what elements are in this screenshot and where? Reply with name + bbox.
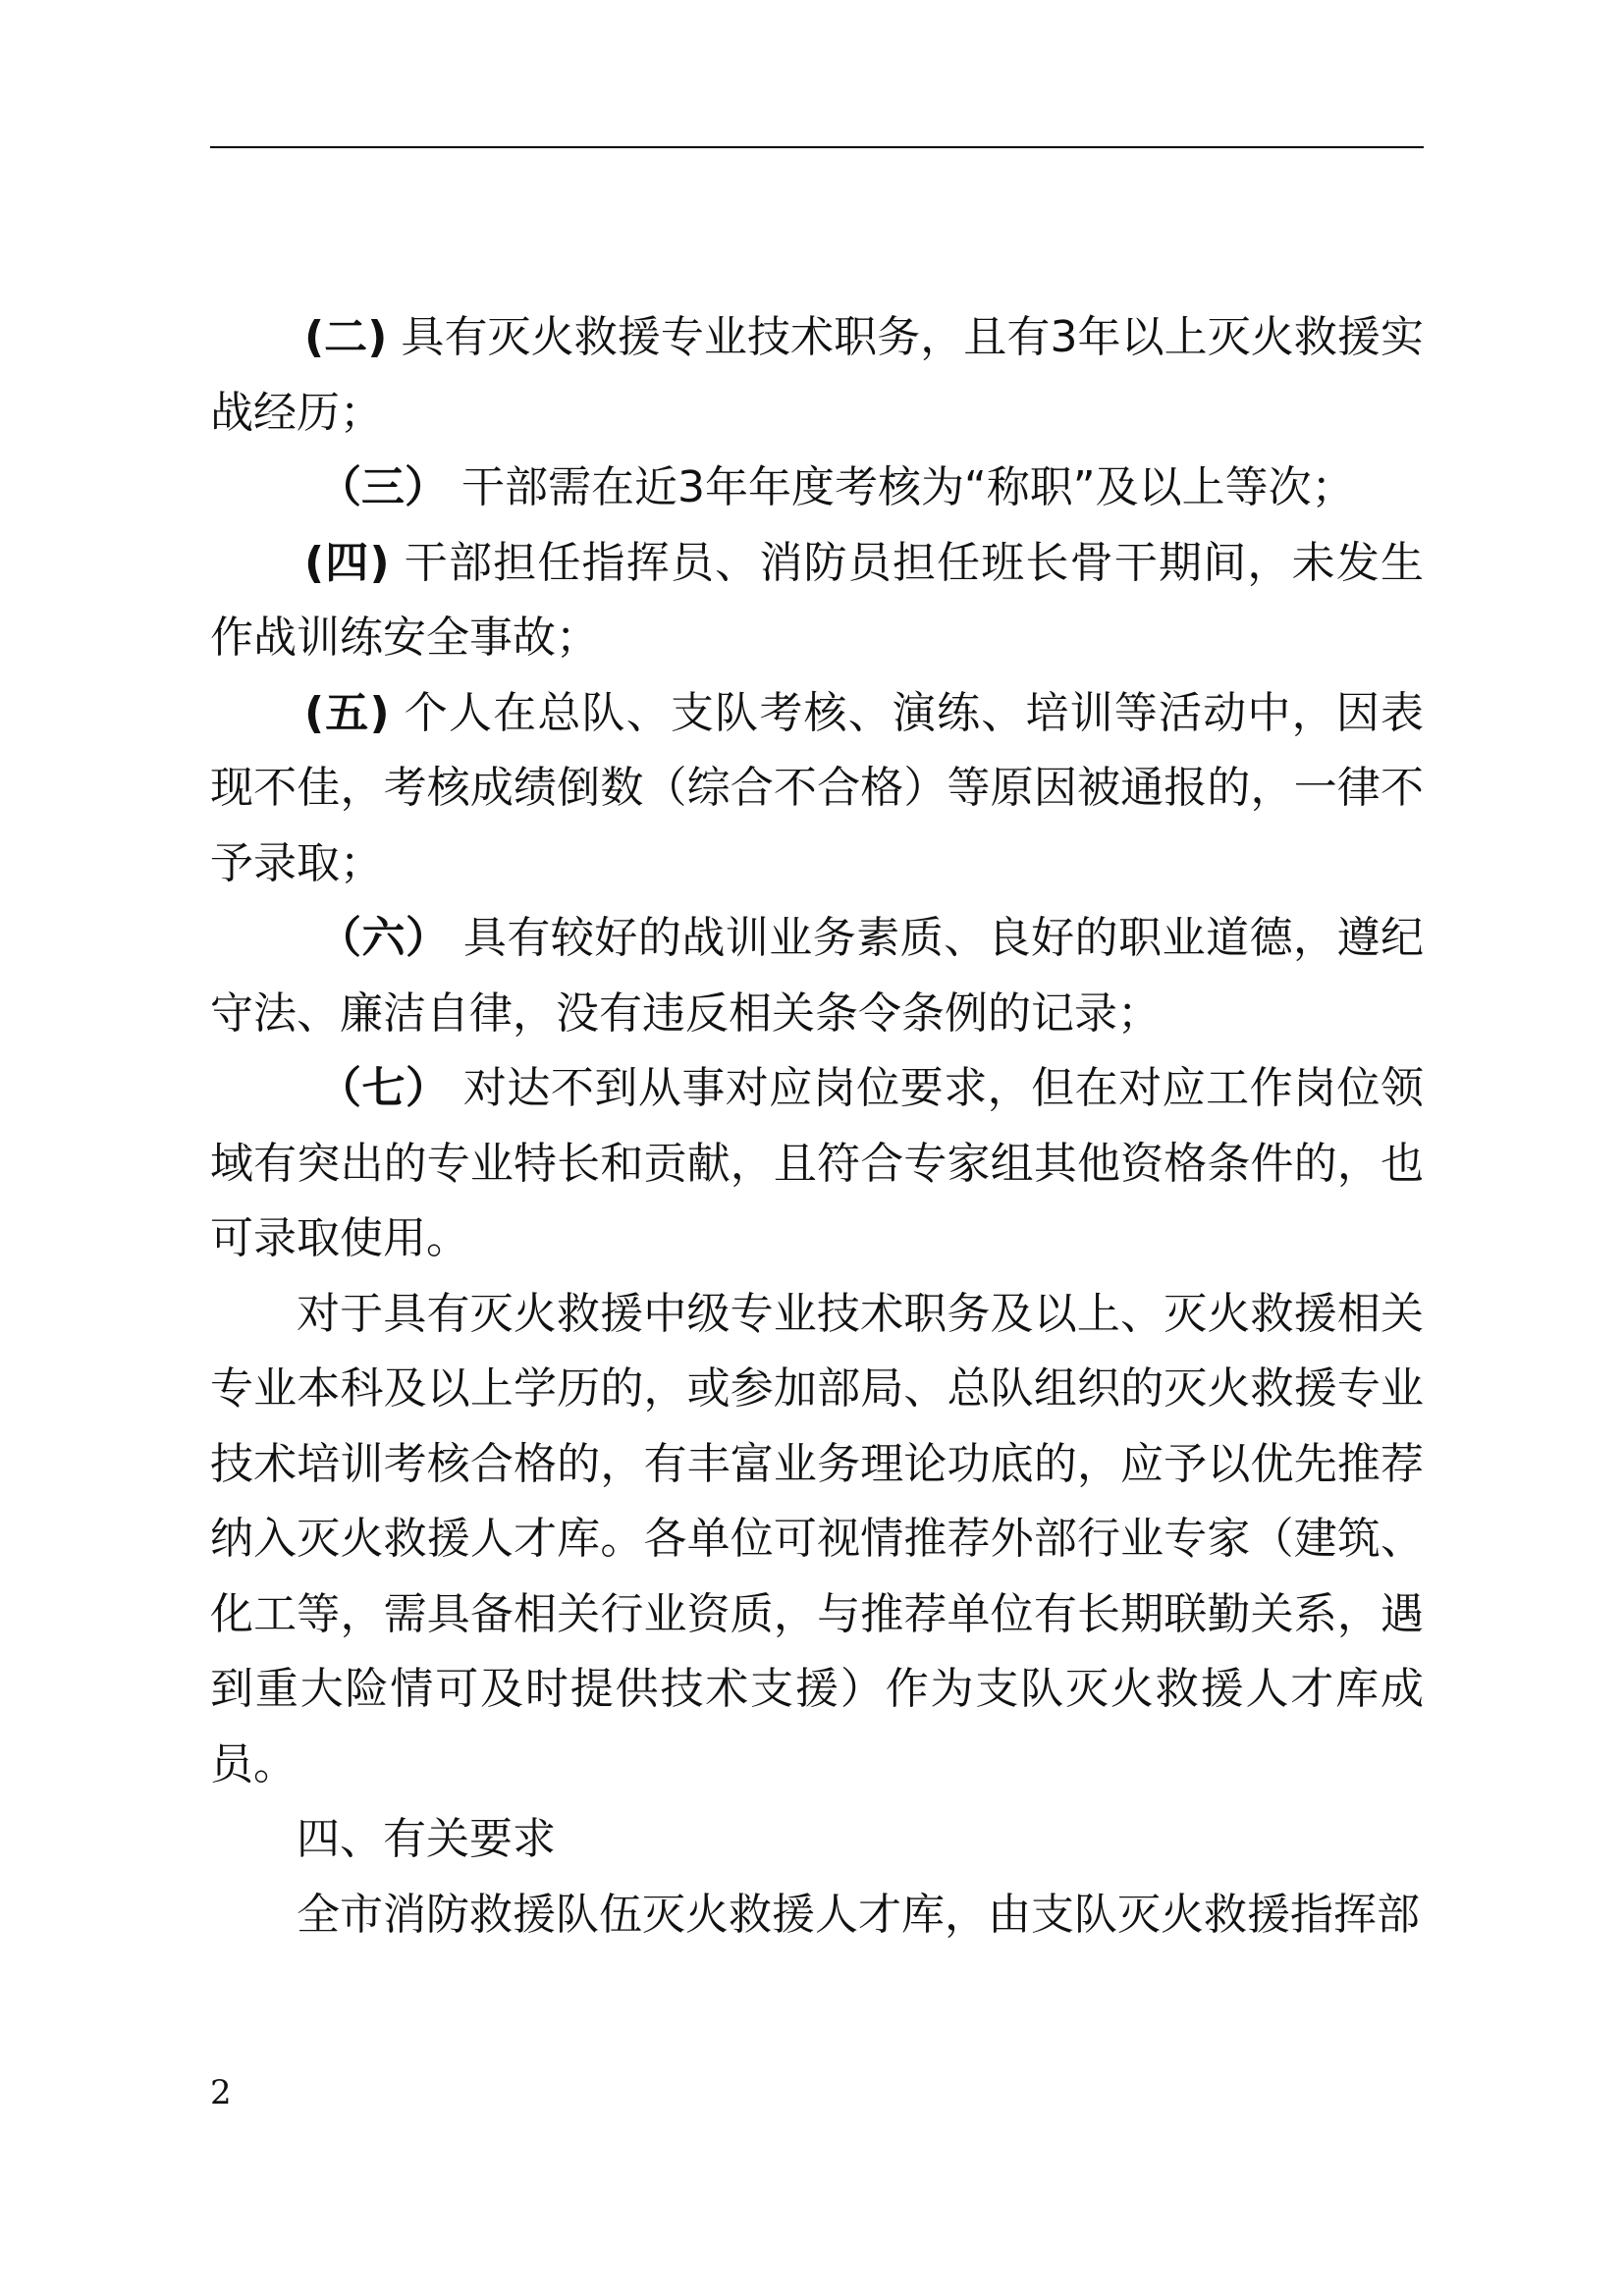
list-item-7 [210, 1051, 1424, 1277]
list-item-text: 干部需在近3年年度考核为“称职”及以上等次； [448, 462, 1355, 512]
list-item-text: 干部担任指挥员、消防员担任班长骨干期间，未发生作战训练安全事故； [210, 537, 1425, 663]
list-item-text: 对达不到从事对应岗位要求，但在对应工作岗位领域有突出的专业特长和贡献，且符合专家组其他资格条件的，也可录取使用。 [210, 1063, 1425, 1263]
list-marker: (四) [304, 537, 390, 588]
list-item-text: 具有灭火救援专业技术职务，且有3年以上灭火救援实战经历； [210, 312, 1424, 438]
list-marker: （七） [318, 1063, 450, 1113]
list-item-text: 具有较好的战训业务素质、良好的职业道德，遵纪守法、廉洁自律，没有违反相关条令条例的记录； [210, 913, 1425, 1039]
list-marker: (二) [304, 312, 388, 362]
list-item-text: 个人在总队、支队考核、演练、培训等活动中，因表现不佳，考核成绩倒数（综合不合格）等原因被通报的，一律不予录取； [210, 687, 1425, 888]
list-item-5 [210, 676, 1424, 902]
priority-paragraph: 对于具有灭火救援中级专业技术职务及以上、灭火救援相关专业本科及以上学历的，或参加部局、总队组织的灭火救援专业技术培训考核合格的，有丰富业务理论功底的，应予以优先推荐纳入灭火救援人才库。各单位可视情推荐外部行业专家（建筑、化工等，需具备相关行业资质，与推荐单位有长期联勤关系，遇到重大险情可及时提供技术支援）作为支队灭火救援人才库成员。 [210, 1288, 1424, 1789]
list-item-4 [210, 526, 1424, 676]
section-heading: 四、有关要求 [297, 1814, 556, 1864]
list-marker: （三） [318, 462, 448, 512]
closing-paragraph: 全市消防救援队伍灭火救援人才库，由支队灭火救援指挥部 [297, 1889, 1420, 1940]
list-marker: (五) [304, 687, 390, 738]
document-body [210, 300, 1424, 1952]
header-rule [210, 146, 1424, 148]
list-item-2 [210, 300, 1424, 451]
list-item-6 [210, 901, 1424, 1051]
page-number: 2 [210, 2073, 232, 2112]
list-marker: （六） [318, 913, 450, 963]
list-item-3 [210, 451, 1424, 526]
